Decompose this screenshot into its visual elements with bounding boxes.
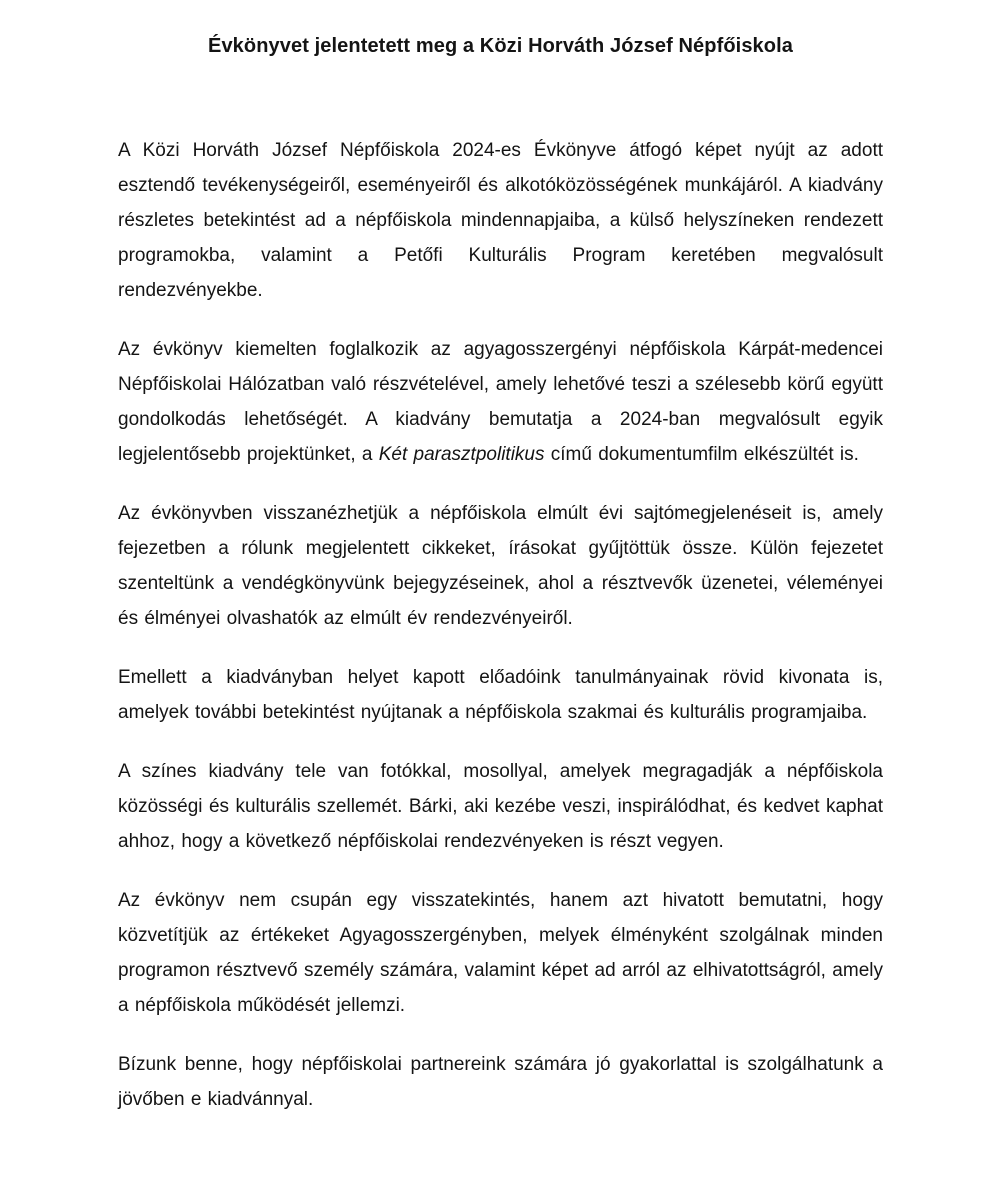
film-title-italic: Két parasztpolitikus (378, 444, 545, 465)
paragraph-5-text: A színes kiadvány tele van fotókkal, mosollyal, amelyek megragadják a népfőiskola közösségi és kulturális szellemét. Bárki, aki kezébe veszi, inspirálódhat, és kedvet kaphat ahhoz, hogy a következő népfőiskolai rendezvényeken is részt vegyen. (118, 761, 883, 852)
paragraph-3-text: Az évkönyvben visszanézhetjük a népfőiskola elmúlt évi sajtómegjelenéseit is, amely fejezetben a rólunk megjelentett cikkeket, írásokat gyűjtöttük össze. Külön fejezetet szenteltünk a vendégkönyvünk bejegyzéseinek, ahol a résztvevők üzenetei, véleményei és élményei olvashatók az elmúlt év rendezvényeiről. (118, 503, 883, 629)
paragraph-2 (118, 332, 883, 472)
document-title: Évkönyvet jelentetett meg a Közi Horváth József Népfőiskola (208, 35, 793, 57)
paragraph-1 (118, 133, 883, 308)
paragraph-4-text: Emellett a kiadványban helyet kapott előadóink tanulmányainak rövid kivonata is, amelyek további betekintést nyújtanak a népfőiskola szakmai és kulturális programjaiba. (118, 667, 883, 723)
paragraph-2-text-after-italic: című dokumentumfilm elkészültét is. (544, 444, 859, 465)
paragraph-6 (118, 883, 883, 1023)
paragraph-7-text: Bízunk benne, hogy népfőiskolai partnereink számára jó gyakorlattal is szolgálhatunk a jövőben e kiadvánnyal. (118, 1054, 883, 1110)
paragraph-5 (118, 754, 883, 859)
paragraph-2-text-before-italic: Az évkönyv kiemelten foglalkozik az agyagosszergényi népfőiskola Kárpát-medencei Népfőiskolai Hálózatban való részvételével, amely lehetővé teszi a szélesebb körű együtt gondolkodás lehetőségét. A kiadvány bemutatja a 2024-ban megvalósult egyik legjelentősebb projektünket, a (118, 339, 883, 465)
paragraph-4 (118, 660, 883, 730)
paragraph-1-text: A Közi Horváth József Népfőiskola 2024-es Évkönyve átfogó képet nyújt az adott esztendő tevékenységeiről, eseményeiről és alkotóközösségének munkájáról. A kiadvány részletes betekintést ad a népfőiskola mindennapjaiba, a külső helyszíneken rendezett programokba, valamint a Petőfi Kulturális Program keretében megvalósult rendezvényekbe. (118, 140, 883, 301)
paragraph-3 (118, 496, 883, 636)
paragraph-7 (118, 1047, 883, 1117)
paragraph-6-text: Az évkönyv nem csupán egy visszatekintés, hanem azt hivatott bemutatni, hogy közvetítjük az értékeket Agyagosszergényben, melyek élményként szolgálnak minden programon résztvevő személy számára, valamint képet ad arról az elhivatottságról, amely a népfőiskola működését jellemzi. (118, 890, 883, 1016)
